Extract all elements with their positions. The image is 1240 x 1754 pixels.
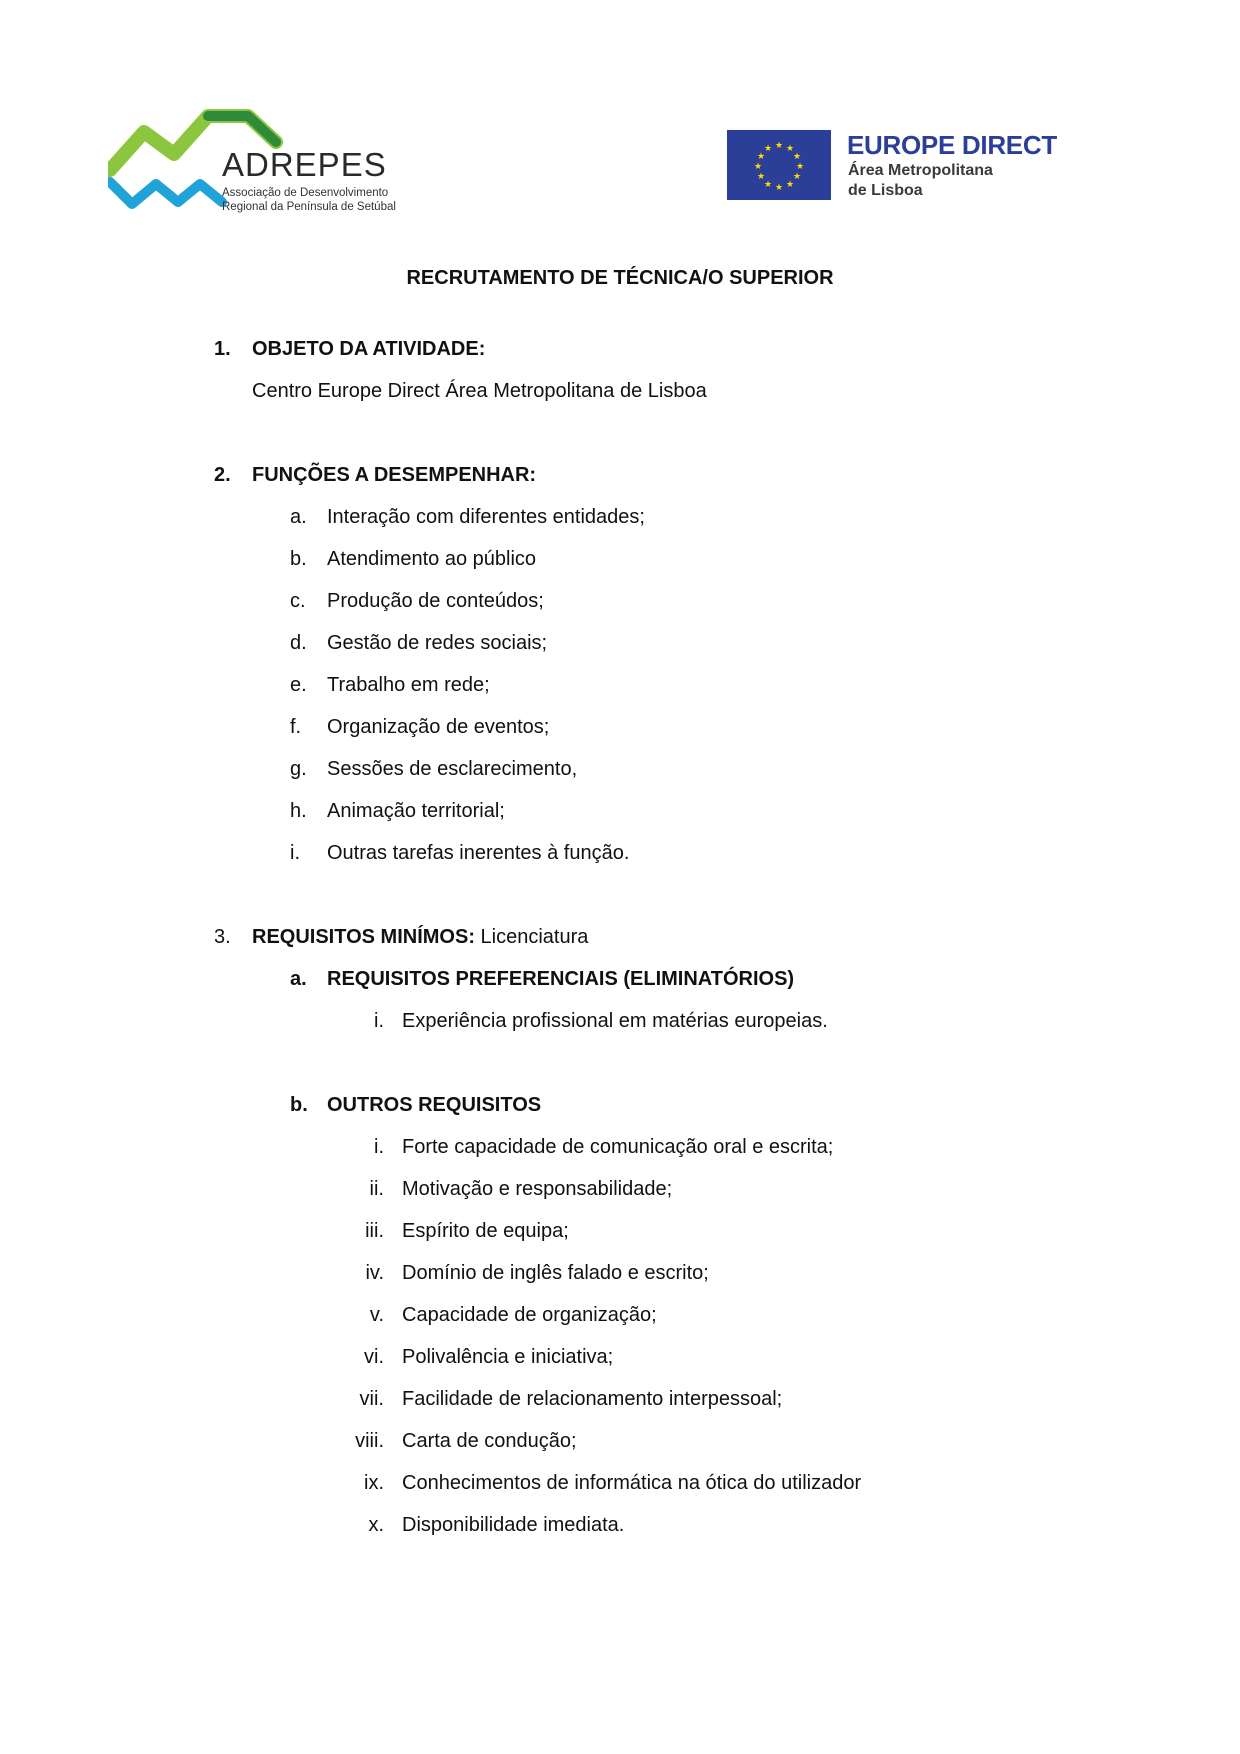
section-3-line bbox=[252, 925, 588, 949]
list-text: Animação territorial; bbox=[327, 800, 505, 822]
list-text: Espírito de equipa; bbox=[402, 1220, 569, 1242]
eu-flag-icon bbox=[727, 130, 831, 200]
adrepes-tagline-2: Regional da Península de Setúbal bbox=[222, 201, 396, 213]
svg-text:★: ★ bbox=[756, 152, 766, 162]
list-marker: ii. bbox=[369, 1178, 384, 1200]
eu-stars-icon bbox=[727, 130, 831, 200]
list-text: Motivação e responsabilidade; bbox=[402, 1178, 673, 1200]
section-3a-marker: a. bbox=[290, 968, 307, 990]
list-text: Disponibilidade imediata. bbox=[402, 1514, 625, 1536]
page-title: RECRUTAMENTO DE TÉCNICA/O SUPERIOR bbox=[406, 267, 834, 289]
list-marker: d. bbox=[290, 632, 307, 654]
list-marker: viii. bbox=[355, 1430, 384, 1452]
section-1-number: 1. bbox=[214, 338, 231, 360]
list-marker: f. bbox=[290, 716, 302, 738]
list-marker: a. bbox=[290, 506, 307, 528]
list-marker: v. bbox=[369, 1304, 384, 1326]
svg-text:★: ★ bbox=[785, 144, 795, 154]
list-text: Capacidade de organização; bbox=[402, 1304, 657, 1326]
adrepes-roof-graphic bbox=[108, 108, 408, 218]
svg-text:★: ★ bbox=[753, 162, 763, 172]
adrepes-name: ADREPES bbox=[222, 146, 387, 183]
svg-text:★: ★ bbox=[756, 172, 766, 182]
list-text: Polivalência e iniciativa; bbox=[402, 1346, 614, 1368]
section-1-heading: OBJETO DA ATIVIDADE: bbox=[252, 338, 486, 360]
list-marker: iv. bbox=[365, 1262, 384, 1284]
section-3b-heading: OUTROS REQUISITOS bbox=[327, 1094, 542, 1116]
list-marker: ix. bbox=[364, 1472, 384, 1494]
section-3b-marker: b. bbox=[290, 1094, 308, 1116]
list-text: Trabalho em rede; bbox=[327, 674, 490, 696]
svg-text:★: ★ bbox=[792, 152, 802, 162]
list-text: Sessões de esclarecimento, bbox=[327, 758, 578, 780]
svg-text:★: ★ bbox=[763, 180, 773, 190]
list-text: Interação com diferentes entidades; bbox=[327, 506, 645, 528]
svg-text:★: ★ bbox=[774, 183, 784, 193]
adrepes-tagline-1: Associação de Desenvolvimento bbox=[222, 187, 389, 199]
list-text: Conhecimentos de informática na ótica do utilizador bbox=[402, 1472, 862, 1494]
list-text: Produção de conteúdos; bbox=[327, 590, 544, 612]
section-3-value: Licenciatura bbox=[480, 926, 589, 948]
list-marker: c. bbox=[290, 590, 306, 612]
svg-text:★: ★ bbox=[774, 141, 784, 151]
list-marker: e. bbox=[290, 674, 307, 696]
europe-direct-region-2: de Lisboa bbox=[848, 182, 923, 199]
section-1-text: Centro Europe Direct Área Metropolitana de Lisboa bbox=[252, 380, 707, 402]
list-text: Domínio de inglês falado e escrito; bbox=[402, 1262, 709, 1284]
europe-direct-region-1: Área Metropolitana bbox=[848, 162, 993, 179]
list-marker: i. bbox=[290, 842, 300, 864]
list-text: Atendimento ao público bbox=[327, 548, 537, 570]
svg-text:★: ★ bbox=[763, 144, 773, 154]
list-marker: vi. bbox=[364, 1346, 384, 1368]
list-text: Carta de condução; bbox=[402, 1430, 577, 1452]
svg-text:★: ★ bbox=[795, 162, 805, 172]
svg-text:★: ★ bbox=[792, 172, 802, 182]
europe-direct-logo bbox=[727, 130, 1057, 202]
section-3-number: 3. bbox=[214, 926, 231, 948]
section-3-heading: REQUISITOS MINÍMOS: bbox=[252, 926, 475, 948]
section-2-heading: FUNÇÕES A DESEMPENHAR: bbox=[252, 464, 537, 486]
svg-text:★: ★ bbox=[785, 180, 795, 190]
list-text: Gestão de redes sociais; bbox=[327, 632, 548, 654]
list-marker: iii. bbox=[365, 1220, 384, 1242]
list-text: Forte capacidade de comunicação oral e escrita; bbox=[402, 1136, 834, 1158]
list-marker: g. bbox=[290, 758, 307, 780]
europe-direct-name: EUROPE DIRECT bbox=[847, 130, 1057, 160]
section-3a-heading: REQUISITOS PREFERENCIAIS (ELIMINATÓRIOS) bbox=[327, 968, 795, 990]
list-text: Outras tarefas inerentes à função. bbox=[327, 842, 630, 864]
list-marker: h. bbox=[290, 800, 307, 822]
list-marker: vii. bbox=[359, 1388, 384, 1410]
list-text: Organização de eventos; bbox=[327, 716, 550, 738]
list-text: Experiência profissional em matérias europeias. bbox=[402, 1010, 828, 1032]
list-marker: b. bbox=[290, 548, 307, 570]
list-marker: i. bbox=[374, 1010, 384, 1032]
list-text: Facilidade de relacionamento interpessoal; bbox=[402, 1388, 783, 1410]
list-marker: i. bbox=[374, 1136, 384, 1158]
list-marker: x. bbox=[368, 1514, 384, 1536]
section-2-number: 2. bbox=[214, 464, 231, 486]
adrepes-logo bbox=[108, 108, 408, 218]
